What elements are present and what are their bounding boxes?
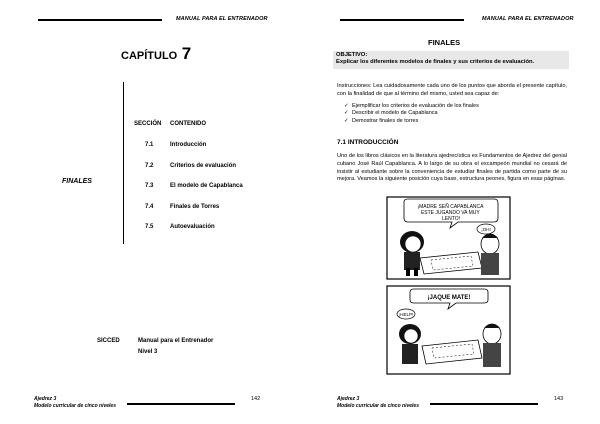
footer-text [337, 396, 419, 409]
comic-small-text: ¡OH! [481, 227, 491, 232]
toc-title: Introducción [170, 142, 207, 148]
manual-title: Manual para el Entrenador [138, 338, 214, 344]
page-number: 142 [251, 396, 261, 402]
chapter-number: 7 [181, 44, 192, 63]
objective-label: OBJETIVO: [336, 52, 368, 58]
page-number: 143 [554, 396, 564, 402]
comic-panel-1 [387, 197, 510, 279]
toc-number: 7.5 [145, 224, 154, 230]
footer-rule [127, 403, 235, 405]
list-item [344, 110, 479, 117]
toc-title: Autoevaluación [170, 224, 215, 230]
section-heading: 7.1 INTRODUCCIÓN [337, 139, 399, 146]
toc-number: 7.2 [145, 163, 154, 169]
toc-number: 7.1 [145, 142, 154, 148]
objectives-list [344, 103, 479, 125]
manual-level: Nivel 3 [138, 349, 158, 355]
page-title: FINALES [428, 38, 461, 47]
footer-line2: Modelo curricular de cinco niveles [337, 402, 419, 409]
list-item-label: Demostrar finales de torres [352, 117, 419, 124]
header-rule [38, 19, 162, 21]
list-item [344, 118, 479, 125]
instructions-text: Instrucciones: Lea cuidadosamente cada uno de los puntos que aborda el presente capítulo, con la finalidad de que al término del mismo, usted sea capaz de: [337, 83, 567, 97]
footer-rule [430, 403, 538, 405]
footer-text [34, 396, 116, 409]
intro-text: Uno de los libros clásicos en la literatura ajedrecística es Fundamentos de Ajedrez del genial cubano José Raúl Capablanca. A lo largo de su obra el excampeón mundial no cesará de insistir al estudiante sobre la conveniencia de estudiar finales de partida como parte de su mejora. Veamos la siguiente posición cuya base, estructura peones, figura en esas páginas. [337, 153, 567, 183]
comic-bubble-text: ¡MADRE SEÑ CAPABLANCA ESTE JUGANDO VA MUY LENTO! [417, 204, 484, 222]
toc-divider [123, 82, 124, 244]
objective-box [333, 51, 569, 69]
toc-header-content: CONTENIDO [170, 121, 206, 127]
page-header: MANUAL PARA EL ENTRENADOR [176, 16, 268, 22]
header-rule [340, 19, 464, 21]
objective-text: Explicar los diferentes modelos de finales y sus criterios de evaluación. [336, 59, 535, 65]
checkmark-icon: ✓ [344, 103, 349, 109]
comic-bubble-text: ¡JAQUE MATE! [427, 295, 471, 301]
comic-panel-2 [387, 286, 510, 374]
footer-line1: Ajedrez 3 [337, 396, 360, 402]
footer-line1: Ajedrez 3 [34, 396, 57, 402]
toc-title: Criterios de evaluación [170, 163, 237, 169]
checkmark-icon: ✓ [344, 110, 349, 117]
checkmark-icon: ✓ [344, 117, 349, 124]
toc-title: El modelo de Capablanca [170, 183, 243, 189]
toc-number: 7.4 [145, 204, 154, 210]
page-header: MANUAL PARA EL ENTRENADOR [482, 16, 574, 22]
footer-line2: Modelo curricular de cinco niveles [34, 402, 116, 409]
toc-number: 7.3 [145, 183, 154, 189]
chapter-topic: FINALES [62, 178, 92, 185]
comic-illustration [386, 196, 511, 376]
toc-header-section: SECCIÓN [134, 121, 162, 127]
list-item-label: Ejemplificar los criterios de evaluación de los finales [352, 103, 479, 109]
comic-small-text: ¡HELP! [398, 312, 414, 317]
chapter-heading [121, 44, 191, 64]
publisher: SICCED [97, 338, 120, 344]
list-item-label: Describir el modelo de Capablanca [352, 110, 438, 117]
chapter-label: CAPÍTULO [121, 50, 178, 62]
list-item [344, 103, 479, 110]
toc-title: Finales de Torres [170, 204, 220, 210]
